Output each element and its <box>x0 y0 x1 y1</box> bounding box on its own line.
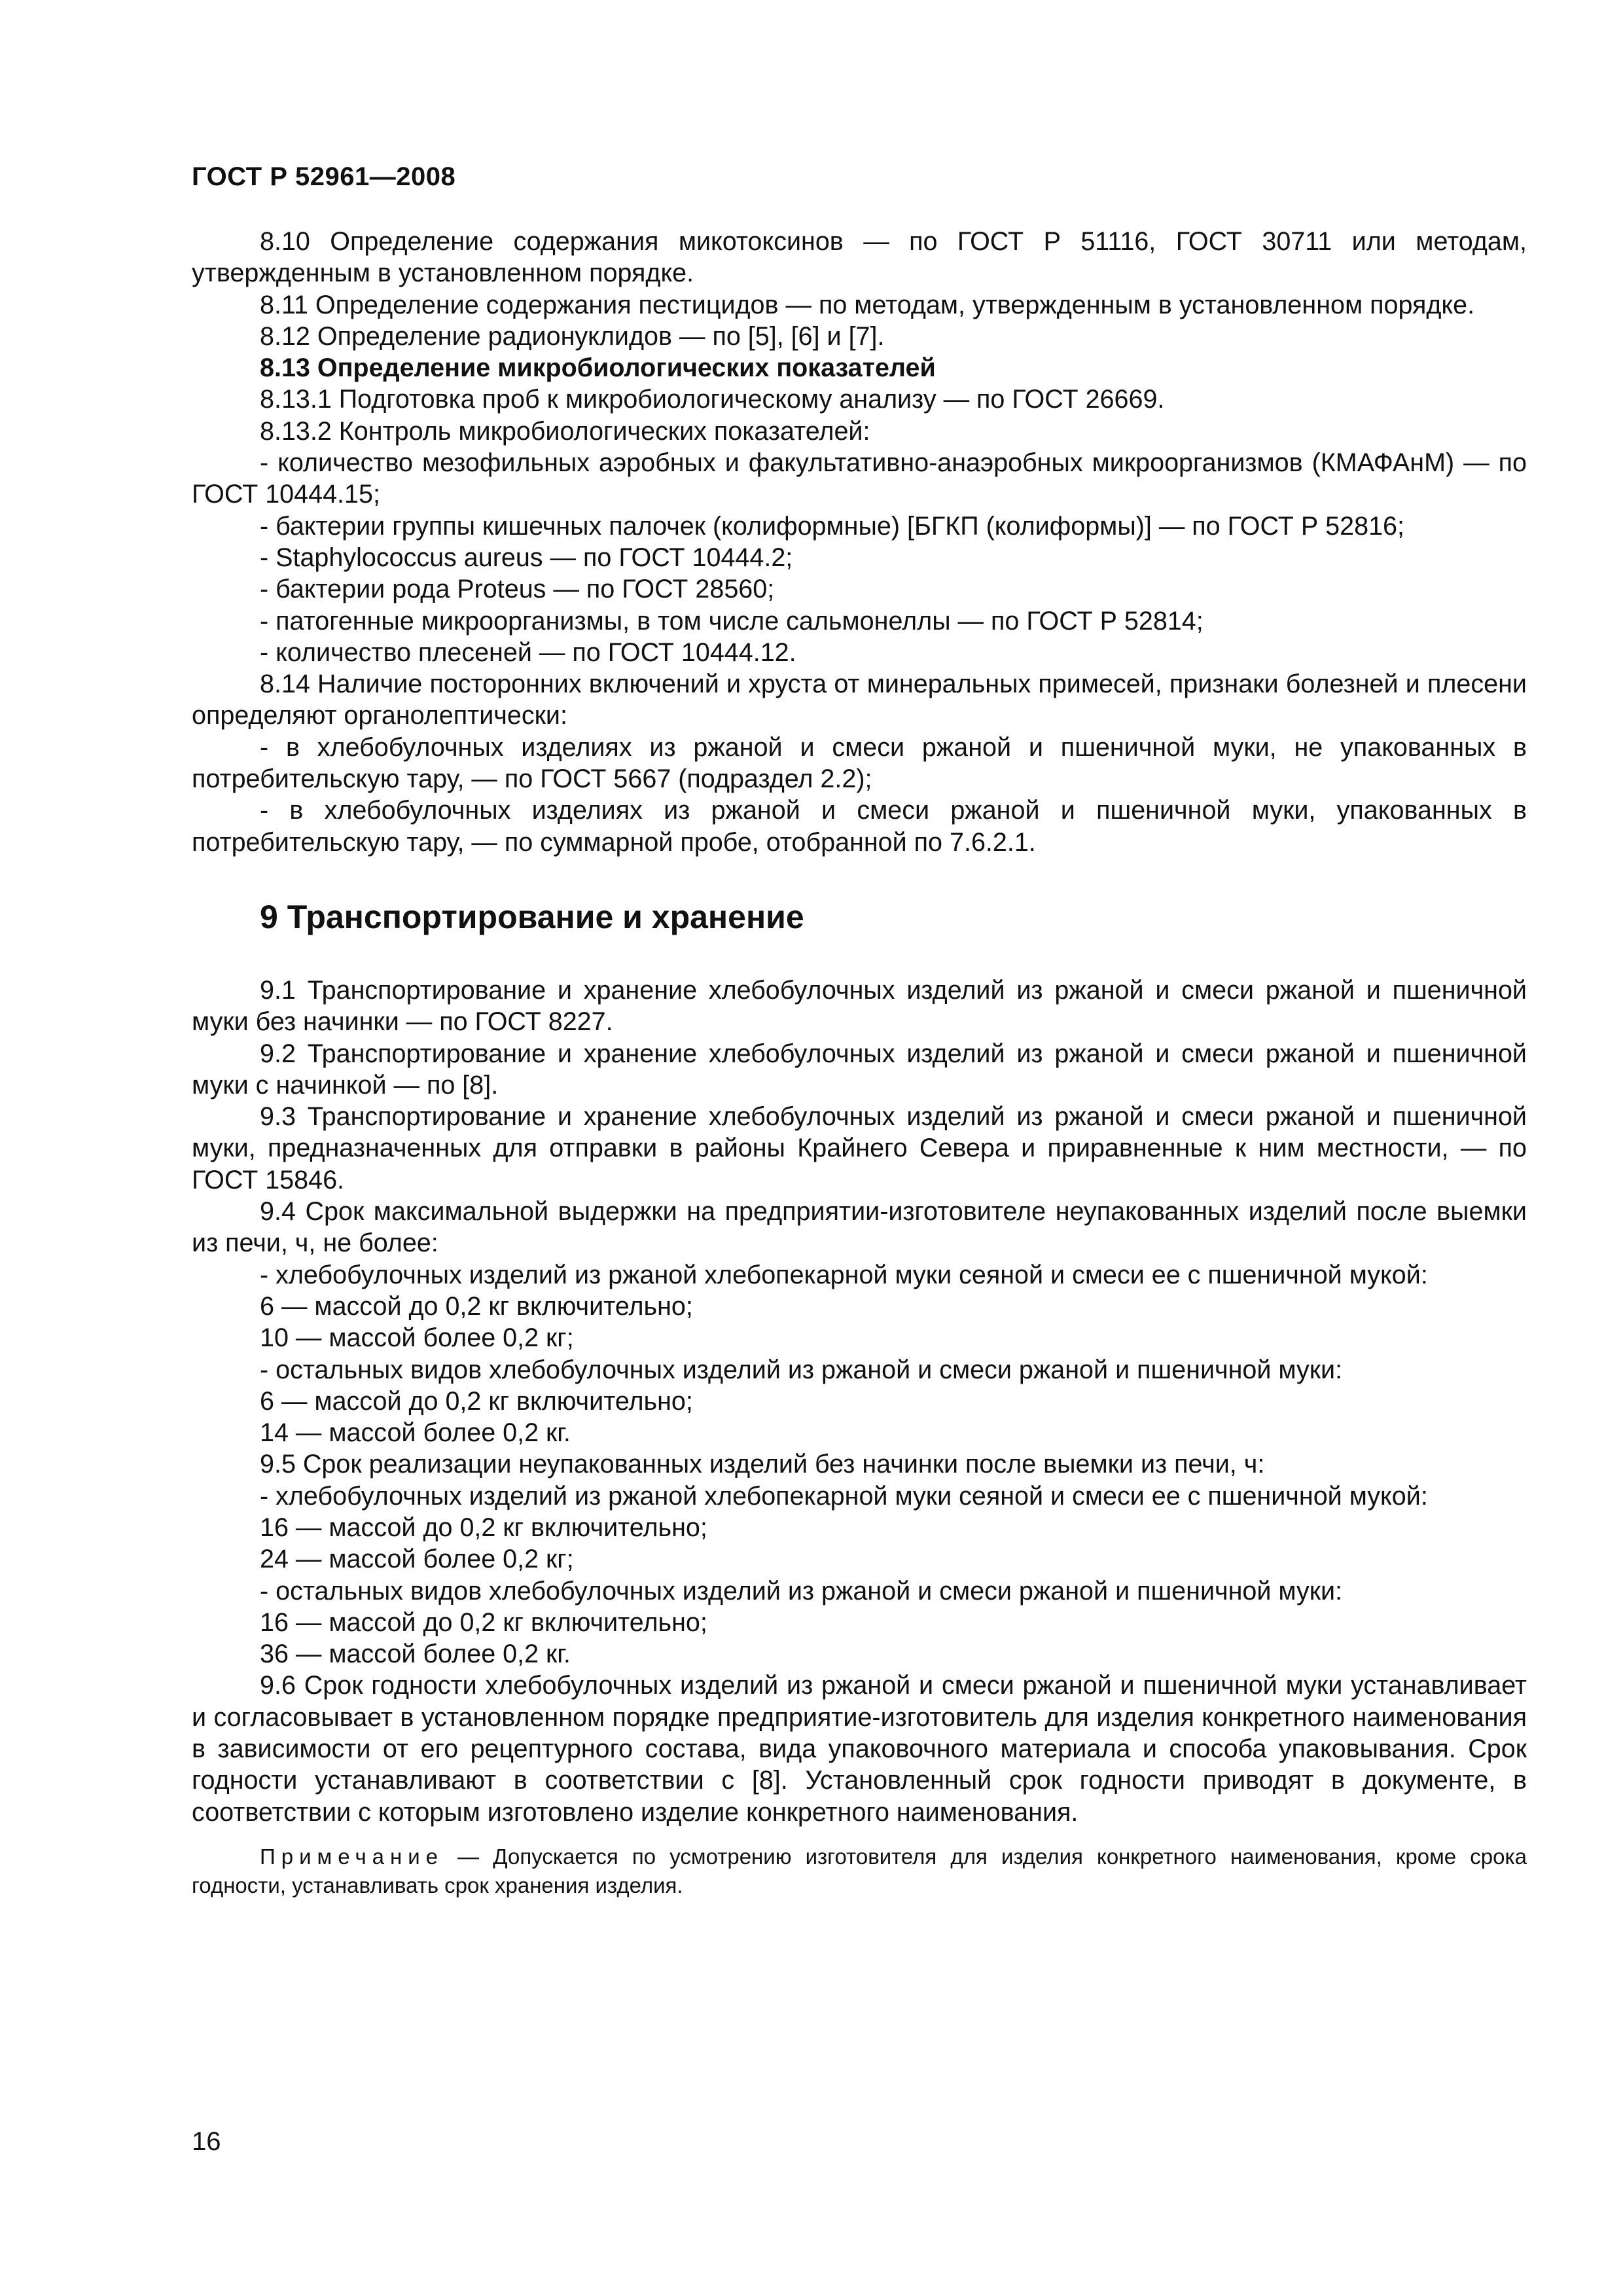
list-item: - патогенные микроорганизмы, в том числе сальмонеллы — по ГОСТ Р 52814; <box>260 606 1204 636</box>
list-item: 16 — массой до 0,2 кг включительно; <box>260 1513 707 1542</box>
paragraph-9-3: 9.3 Транспортирование и хранение хлебобулочных изделий из ржаной и смеси ржаной и пшеничной муки, предназначенных для отправки в районы Крайнего Севера и приравненные к ним местности, — по ГОСТ 15846. <box>192 1102 1527 1194</box>
paragraph-9-6: 9.6 Срок годности хлебобулочных изделий из ржаной и смеси ржаной и пшеничной муки устанавливает и согласовывает в установленном порядке предприятие-изготовитель для изделия конкретного наименования в зависимости от его рецептурного состава, вида упаковочного материала и способа упаковывания. Срок годности устанавливают в соответствии с [8]. Установленный срок годности приводят в документе, в соответствии с которым изготовлено изделие конкретного наименования. <box>192 1671 1527 1827</box>
list-item: - бактерии рода Proteus — по ГОСТ 28560; <box>260 575 775 604</box>
list-item: - в хлебобулочных изделиях из ржаной и смеси ржаной и пшеничной муки, не упакованных в потребительскую тару, — по ГОСТ 5667 (подраздел 2.2); <box>192 732 1527 794</box>
list-item: - бактерии группы кишечных палочек (колиформные) [БГКП (колиформы)] — по ГОСТ Р 52816; <box>260 511 1404 541</box>
paragraph-9-1: 9.1 Транспортирование и хранение хлебобулочных изделий из ржаной и смеси ржаной и пшеничной муки без начинки — по ГОСТ 8227. <box>192 975 1527 1037</box>
paragraph-8-11: 8.11 Определение содержания пестицидов — по методам, утвержденным в установленном порядке. <box>260 290 1475 319</box>
list-item: 6 — массой до 0,2 кг включительно; <box>260 1386 693 1416</box>
paragraph-9-5: 9.5 Срок реализации неупакованных изделий без начинки после выемки из печи, ч: <box>260 1450 1265 1479</box>
paragraph-8-14: 8.14 Наличие посторонних включений и хруста от минеральных примесей, признаки болезней и плесени определяют органолептически: <box>192 670 1527 730</box>
document-body <box>192 226 1527 1922</box>
list-item: 10 — массой более 0,2 кг; <box>260 1323 574 1353</box>
list-item: 6 — массой до 0,2 кг включительно; <box>260 1291 693 1321</box>
note <box>192 1842 1527 1900</box>
list-item: 36 — массой более 0,2 кг. <box>260 1640 571 1669</box>
list-item: - остальных видов хлебобулочных изделий из ржаной и смеси ржаной и пшеничной муки: <box>260 1576 1343 1605</box>
list-item: - Staphylococcus aureus — по ГОСТ 10444.2; <box>260 543 793 572</box>
heading-8-13: 8.13 Определение микробиологических показателей <box>260 353 936 383</box>
section-9-title: 9 Транспортирование и хранение <box>260 898 804 935</box>
document-header: ГОСТ Р 52961—2008 <box>192 162 456 191</box>
list-item: 16 — массой до 0,2 кг включительно; <box>260 1607 707 1637</box>
list-item: - количество мезофильных аэробных и факультативно-анаэробных микроорганизмов (КМАФАнМ) — по ГОСТ 10444.15; <box>192 448 1527 509</box>
paragraph-8-13-2: 8.13.2 Контроль микробиологических показателей: <box>260 416 870 446</box>
list-item: 24 — массой более 0,2 кг; <box>260 1545 574 1574</box>
paragraph-9-4: 9.4 Срок максимальной выдержки на предприятии-изготовителе неупакованных изделий после выемки из печи, ч, не более: <box>192 1197 1527 1258</box>
paragraph-8-12: 8.12 Определение радионуклидов — по [5], [6] и [7]. <box>260 321 885 351</box>
paragraph-8-13-1: 8.13.1 Подготовка проб к микробиологическому анализу — по ГОСТ 26669. <box>260 385 1165 414</box>
list-item: - остальных видов хлебобулочных изделий из ржаной и смеси ржаной и пшеничной муки: <box>260 1355 1343 1384</box>
paragraph-8-10: 8.10 Определение содержания микотоксинов — по ГОСТ Р 51116, ГОСТ 30711 или методам, утвержденным в установленном порядке. <box>192 227 1527 288</box>
list-item: - количество плесеней — по ГОСТ 10444.12. <box>260 637 796 667</box>
note-text: — Допускается по усмотрению изготовителя для изделия конкретного наименования, кроме срока годности, устанавливать срок хранения изделия. <box>192 1844 1527 1897</box>
list-item: - хлебобулочных изделий из ржаной хлебопекарной муки сеяной и смеси ее с пшеничной мукой: <box>260 1260 1428 1289</box>
note-label: Примечание <box>260 1844 444 1869</box>
list-item: - хлебобулочных изделий из ржаной хлебопекарной муки сеяной и смеси ее с пшеничной мукой: <box>260 1481 1428 1511</box>
paragraph-9-2: 9.2 Транспортирование и хранение хлебобулочных изделий из ржаной и смеси ржаной и пшеничной муки с начинкой — по [8]. <box>192 1039 1527 1100</box>
page-number: 16 <box>192 2127 221 2156</box>
list-item: - в хлебобулочных изделиях из ржаной и смеси ржаной и пшеничной муки, упакованных в потребительскую тару, — по суммарной пробе, отобранной по 7.6.2.1. <box>192 796 1527 857</box>
list-item: 14 — массой более 0,2 кг. <box>260 1418 571 1448</box>
